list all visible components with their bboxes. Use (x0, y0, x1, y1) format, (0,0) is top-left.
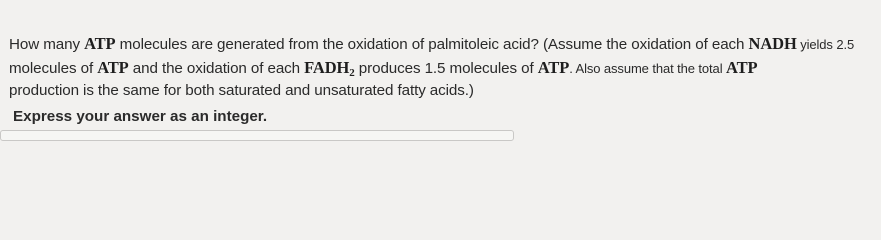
question-segment: production is the same for both saturated and unsaturated fatty acids.) (9, 82, 474, 99)
atp-term: ATP (97, 57, 129, 77)
question-segment: How many (9, 36, 85, 53)
fadh-subscript: 2 (349, 66, 355, 79)
question-segment: molecules are generated from the oxidation of palmitoleic acid? (Assume the oxidation of each (115, 36, 749, 53)
question-segment: and the oxidation of each (128, 59, 305, 77)
question-segment: molecules of (9, 59, 98, 77)
fadh2-term (304, 58, 355, 77)
atp-term: ATP (537, 57, 570, 77)
answer-instruction: Express your answer as an integer. (13, 108, 268, 125)
atp-term: ATP (726, 57, 758, 77)
nadh-term: NADH (748, 34, 797, 53)
answer-input[interactable] (0, 130, 514, 141)
question-segment: yields 2.5 (796, 37, 855, 52)
atp-term: ATP (84, 34, 116, 53)
question-text (9, 33, 877, 103)
question-segment: . Also assume that the total (569, 60, 726, 76)
fadh-text: FADH (304, 57, 350, 77)
question-segment: produces 1.5 molecules of (354, 59, 538, 77)
